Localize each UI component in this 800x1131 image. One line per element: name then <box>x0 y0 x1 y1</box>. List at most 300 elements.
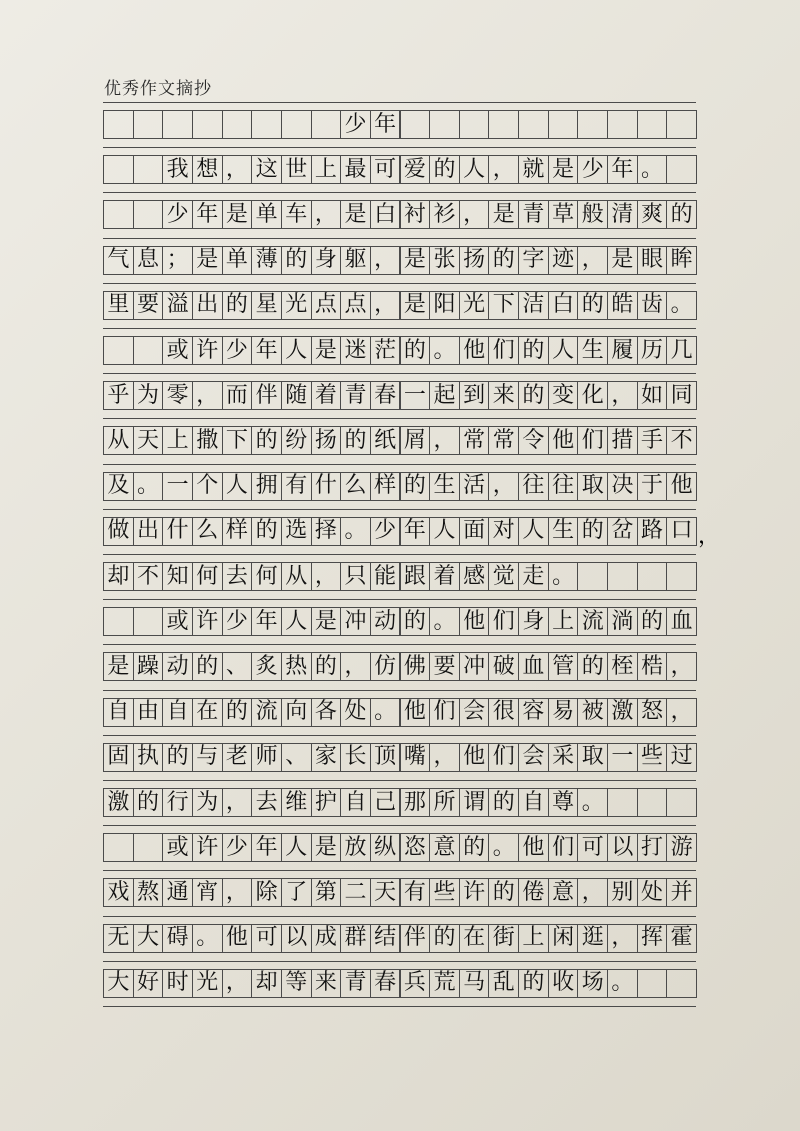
grid-cell: 街 <box>488 924 519 953</box>
grid-cell: 年 <box>400 517 431 546</box>
grid-cell: ， <box>666 652 697 681</box>
grid-cell: 的 <box>577 652 608 681</box>
grid-cell: 的 <box>429 924 460 953</box>
grid-cell <box>103 200 134 229</box>
grid-cell: 处 <box>637 878 668 907</box>
grid-cell: ； <box>162 246 193 275</box>
grid-cell: 伴 <box>400 924 431 953</box>
grid-cell: 往 <box>518 472 549 501</box>
grid-cell: 大 <box>133 924 164 953</box>
grid-cell: 想 <box>192 155 223 184</box>
grid-cell: 最 <box>340 155 371 184</box>
grid-cell <box>637 110 668 139</box>
grid-cell: 样 <box>370 472 401 501</box>
grid-cell: 光 <box>192 969 223 998</box>
grid-cell: 年 <box>607 155 638 184</box>
grid-cell: 通 <box>162 878 193 907</box>
grid-cell: 容 <box>518 698 549 727</box>
grid-cell <box>133 200 164 229</box>
grid-cell: 少 <box>577 155 608 184</box>
grid-cell: 及 <box>103 472 134 501</box>
grid-cell: ， <box>311 562 342 591</box>
grid-cell: 什 <box>311 472 342 501</box>
grid-cell <box>637 969 668 998</box>
grid-cell: 护 <box>311 788 342 817</box>
grid-cell: 措 <box>607 426 638 455</box>
grid-cell: 出 <box>133 517 164 546</box>
grid-cell: 么 <box>340 472 371 501</box>
grid-row <box>103 246 696 275</box>
grid-cell <box>459 110 490 139</box>
grid-cell: 在 <box>192 698 223 727</box>
grid-cell: 世 <box>281 155 312 184</box>
grid-cell: 人 <box>429 517 460 546</box>
grid-cell: 或 <box>162 833 193 862</box>
grid-cell: 躁 <box>133 652 164 681</box>
grid-cell: 样 <box>222 517 253 546</box>
grid-cell <box>103 155 134 184</box>
grid-cell: 衫 <box>429 200 460 229</box>
ruled-line <box>103 780 696 781</box>
grid-cell: 要 <box>429 652 460 681</box>
grid-cell: 的 <box>162 743 193 772</box>
grid-cell: 们 <box>577 426 608 455</box>
grid-cell: ， <box>222 969 253 998</box>
grid-cell: 等 <box>281 969 312 998</box>
grid-cell: ， <box>607 924 638 953</box>
grid-cell: 在 <box>459 924 490 953</box>
grid-cell <box>222 110 253 139</box>
grid-cell: 自 <box>162 698 193 727</box>
grid-cell: 薄 <box>251 246 282 275</box>
grid-cell: 、 <box>222 652 253 681</box>
grid-cell: 却 <box>103 562 134 591</box>
grid-cell: 字 <box>518 246 549 275</box>
grid-cell: 眸 <box>666 246 697 275</box>
grid-cell <box>666 562 697 591</box>
grid-cell: 、 <box>281 743 312 772</box>
grid-cell: 爽 <box>637 200 668 229</box>
grid-cell: 年 <box>251 607 282 636</box>
grid-cell: 知 <box>162 562 193 591</box>
grid-cell: 扬 <box>459 246 490 275</box>
grid-cell: 好 <box>133 969 164 998</box>
grid-cell: 他 <box>518 833 549 862</box>
grid-cell: ， <box>666 698 697 727</box>
grid-cell: 年 <box>251 336 282 365</box>
grid-cell: 流 <box>251 698 282 727</box>
grid-cell: ， <box>370 246 401 275</box>
grid-cell: 能 <box>370 562 401 591</box>
grid-cell: 是 <box>548 155 579 184</box>
grid-cell: 。 <box>429 607 460 636</box>
grid-cell: 是 <box>222 200 253 229</box>
grid-cell: 生 <box>429 472 460 501</box>
grid-cell: 人 <box>281 833 312 862</box>
header-label: 优秀作文摘抄 <box>104 79 212 99</box>
grid-cell: 茫 <box>370 336 401 365</box>
grid-cell <box>518 110 549 139</box>
grid-cell: 。 <box>133 472 164 501</box>
grid-cell: 他 <box>400 698 431 727</box>
grid-cell: 青 <box>340 381 371 410</box>
grid-row <box>103 562 696 591</box>
grid-row <box>103 743 696 772</box>
grid-cell: 他 <box>666 472 697 501</box>
ruled-line <box>103 238 696 239</box>
grid-cell: 己 <box>370 788 401 817</box>
grid-cell: 着 <box>429 562 460 591</box>
grid-cell: ， <box>459 200 490 229</box>
grid-cell: 取 <box>577 472 608 501</box>
grid-row <box>103 200 696 229</box>
grid-cell: 跟 <box>400 562 431 591</box>
grid-cell: ， <box>222 788 253 817</box>
grid-cell: 少 <box>222 336 253 365</box>
grid-cell: 尊 <box>548 788 579 817</box>
grid-cell: 以 <box>281 924 312 953</box>
grid-cell: 嘴 <box>400 743 431 772</box>
grid-cell: 一 <box>607 743 638 772</box>
grid-cell: 自 <box>340 788 371 817</box>
grid-cell: 自 <box>518 788 549 817</box>
grid-cell: 并 <box>666 878 697 907</box>
grid-cell: 的 <box>518 381 549 410</box>
grid-cell: 冲 <box>340 607 371 636</box>
grid-cell: 闲 <box>548 924 579 953</box>
grid-cell: 要 <box>133 291 164 320</box>
grid-cell: ， <box>192 381 223 410</box>
grid-cell: 不 <box>133 562 164 591</box>
grid-cell: 。 <box>577 788 608 817</box>
grid-row <box>103 155 696 184</box>
grid-cell: 可 <box>251 924 282 953</box>
grid-cell: 为 <box>192 788 223 817</box>
grid-cell: 。 <box>607 969 638 998</box>
grid-cell: 光 <box>281 291 312 320</box>
grid-cell: 息 <box>133 246 164 275</box>
grid-cell: 令 <box>518 426 549 455</box>
grid-cell: 他 <box>459 607 490 636</box>
grid-cell: 们 <box>429 698 460 727</box>
grid-cell: 易 <box>548 698 579 727</box>
grid-cell <box>133 336 164 365</box>
grid-cell: 撒 <box>192 426 223 455</box>
grid-cell: 许 <box>459 878 490 907</box>
grid-cell: 少 <box>222 833 253 862</box>
grid-cell: 维 <box>281 788 312 817</box>
grid-cell: 处 <box>340 698 371 727</box>
grid-cell: 他 <box>459 743 490 772</box>
ruled-line <box>103 825 696 826</box>
grid-cell: 口 <box>666 517 697 546</box>
grid-cell: 成 <box>311 924 342 953</box>
grid-cell: 从 <box>281 562 312 591</box>
grid-cell: 纵 <box>370 833 401 862</box>
grid-cell: 白 <box>370 200 401 229</box>
grid-cell: 许 <box>192 336 223 365</box>
grid-cell <box>666 969 697 998</box>
grid-cell: 们 <box>488 607 519 636</box>
grid-cell: 纷 <box>281 426 312 455</box>
grid-cell: 眼 <box>637 246 668 275</box>
grid-row <box>103 607 696 636</box>
ruled-line <box>103 373 696 374</box>
grid-cell: 意 <box>429 833 460 862</box>
grid-cell: 谓 <box>459 788 490 817</box>
grid-cell: 出 <box>192 291 223 320</box>
grid-cell: 路 <box>637 517 668 546</box>
grid-cell: 是 <box>311 833 342 862</box>
grid-cell: ， <box>340 652 371 681</box>
grid-cell <box>666 110 697 139</box>
grid-cell <box>133 833 164 862</box>
grid-cell: 身 <box>518 607 549 636</box>
ruled-line <box>103 1006 696 1007</box>
grid-cell: 人 <box>548 336 579 365</box>
grid-cell: 个 <box>192 472 223 501</box>
grid-cell: 取 <box>577 743 608 772</box>
grid-cell: 很 <box>488 698 519 727</box>
grid-cell <box>103 607 134 636</box>
grid-row <box>103 878 696 907</box>
grid-cell: 血 <box>666 607 697 636</box>
grid-cell: 执 <box>133 743 164 772</box>
grid-cell: 生 <box>577 336 608 365</box>
grid-cell: 于 <box>637 472 668 501</box>
grid-cell: 二 <box>340 878 371 907</box>
grid-cell: 春 <box>370 381 401 410</box>
grid-cell: 第 <box>311 878 342 907</box>
grid-cell <box>133 110 164 139</box>
grid-cell: 履 <box>607 336 638 365</box>
grid-cell: 的 <box>518 336 549 365</box>
grid-cell: 马 <box>459 969 490 998</box>
grid-cell: 点 <box>340 291 371 320</box>
grid-row <box>103 924 696 953</box>
grid-cell: 破 <box>488 652 519 681</box>
grid-cell <box>607 788 638 817</box>
grid-cell: 变 <box>548 381 579 410</box>
grid-cell: 是 <box>340 200 371 229</box>
ruled-line <box>103 509 696 510</box>
grid-cell: 师 <box>251 743 282 772</box>
ruled-line <box>103 147 696 148</box>
grid-cell: 的 <box>577 291 608 320</box>
grid-cell: 群 <box>340 924 371 953</box>
grid-cell: 。 <box>192 924 223 953</box>
grid-cell: 。 <box>370 698 401 727</box>
grid-cell: 场 <box>577 969 608 998</box>
grid-cell: 躯 <box>340 246 371 275</box>
grid-cell: 人 <box>518 517 549 546</box>
grid-cell: 决 <box>607 472 638 501</box>
grid-cell: 点 <box>311 291 342 320</box>
grid-cell: 各 <box>311 698 342 727</box>
grid-cell: 走 <box>518 562 549 591</box>
grid-cell: 对 <box>488 517 519 546</box>
ruled-line <box>103 328 696 329</box>
grid-cell: 无 <box>103 924 134 953</box>
grid-cell: 化 <box>577 381 608 410</box>
grid-cell: 随 <box>281 381 312 410</box>
grid-row <box>103 969 696 998</box>
ruled-line <box>103 644 696 645</box>
grid-cell: 纸 <box>370 426 401 455</box>
grid-cell: 是 <box>103 652 134 681</box>
ruled-line <box>103 916 696 917</box>
grid-cell <box>607 110 638 139</box>
grid-cell: 皓 <box>607 291 638 320</box>
grid-cell: ， <box>311 200 342 229</box>
grid-cell: 许 <box>192 607 223 636</box>
grid-cell: 的 <box>400 607 431 636</box>
grid-cell: 乱 <box>488 969 519 998</box>
grid-cell: ， <box>429 426 460 455</box>
grid-cell: 恣 <box>400 833 431 862</box>
grid-cell: 草 <box>548 200 579 229</box>
ruled-line <box>103 554 696 555</box>
grid-cell <box>103 110 134 139</box>
grid-cell: ， <box>222 155 253 184</box>
grid-cell: 。 <box>340 517 371 546</box>
grid-cell: 的 <box>251 517 282 546</box>
grid-cell: 逛 <box>577 924 608 953</box>
grid-row <box>103 472 696 501</box>
grid-cell: 戏 <box>103 878 134 907</box>
grid-cell <box>637 562 668 591</box>
grid-cell: 。 <box>666 291 697 320</box>
grid-cell: 冲 <box>459 652 490 681</box>
grid-cell: 游 <box>666 833 697 862</box>
ruled-line <box>103 192 696 193</box>
grid-cell <box>666 788 697 817</box>
grid-cell: 的 <box>133 788 164 817</box>
grid-cell: 却 <box>251 969 282 998</box>
grid-cell: 桎 <box>607 652 638 681</box>
grid-cell: 身 <box>311 246 342 275</box>
grid-cell: 上 <box>518 924 549 953</box>
grid-cell: 家 <box>311 743 342 772</box>
grid-cell: 的 <box>222 291 253 320</box>
grid-cell <box>133 607 164 636</box>
grid-cell: 是 <box>311 336 342 365</box>
grid-cell: 伴 <box>251 381 282 410</box>
grid-cell: 零 <box>162 381 193 410</box>
grid-cell: 选 <box>281 517 312 546</box>
grid-cell: 上 <box>548 607 579 636</box>
grid-cell: 可 <box>577 833 608 862</box>
ruled-line <box>103 102 696 103</box>
overflow-punctuation: ， <box>698 523 721 549</box>
grid-cell: 为 <box>133 381 164 410</box>
grid-cell: 般 <box>577 200 608 229</box>
grid-cell: 霍 <box>666 924 697 953</box>
grid-cell: 活 <box>459 472 490 501</box>
grid-cell: 何 <box>251 562 282 591</box>
grid-cell: 一 <box>162 472 193 501</box>
grid-cell: 是 <box>400 246 431 275</box>
grid-cell: 意 <box>548 878 579 907</box>
grid-cell: 自 <box>103 698 134 727</box>
grid-cell: 除 <box>251 878 282 907</box>
grid-cell: 他 <box>548 426 579 455</box>
grid-cell: 去 <box>222 562 253 591</box>
grid-cell: 动 <box>370 607 401 636</box>
grid-cell: 们 <box>488 336 519 365</box>
grid-cell: 血 <box>518 652 549 681</box>
grid-cell: 上 <box>311 155 342 184</box>
ruled-line <box>103 735 696 736</box>
grid-cell: 拥 <box>251 472 282 501</box>
grid-cell: 的 <box>429 155 460 184</box>
grid-cell: 顶 <box>370 743 401 772</box>
grid-row <box>103 788 696 817</box>
grid-cell: ， <box>488 472 519 501</box>
grid-cell: 只 <box>340 562 371 591</box>
grid-cell: 么 <box>192 517 223 546</box>
grid-cell: 长 <box>340 743 371 772</box>
grid-cell: 打 <box>637 833 668 862</box>
grid-row <box>103 381 696 410</box>
grid-cell: 可 <box>370 155 401 184</box>
grid-cell: ， <box>370 291 401 320</box>
grid-cell: 就 <box>518 155 549 184</box>
grid-cell: 春 <box>370 969 401 998</box>
grid-row <box>103 110 696 139</box>
grid-cell: 仿 <box>370 652 401 681</box>
grid-cell: 同 <box>666 381 697 410</box>
grid-cell: 人 <box>281 607 312 636</box>
grid-cell: 什 <box>162 517 193 546</box>
grid-cell: 几 <box>666 336 697 365</box>
grid-cell: 齿 <box>637 291 668 320</box>
grid-cell: 的 <box>192 652 223 681</box>
grid-cell <box>311 110 342 139</box>
grid-cell: 的 <box>281 246 312 275</box>
grid-cell: 衬 <box>400 200 431 229</box>
grid-cell: 行 <box>162 788 193 817</box>
grid-cell: 向 <box>281 698 312 727</box>
grid-cell: 面 <box>459 517 490 546</box>
grid-cell <box>577 110 608 139</box>
ruled-line <box>103 283 696 284</box>
grid-cell: 的 <box>488 878 519 907</box>
grid-cell: 的 <box>311 652 342 681</box>
grid-cell: 天 <box>133 426 164 455</box>
grid-cell: 少 <box>222 607 253 636</box>
grid-cell <box>548 110 579 139</box>
grid-cell: 下 <box>488 291 519 320</box>
grid-cell: ， <box>607 381 638 410</box>
grid-cell <box>162 110 193 139</box>
grid-cell: 过 <box>666 743 697 772</box>
grid-cell: 梏 <box>637 652 668 681</box>
grid-cell: 的 <box>400 336 431 365</box>
grid-cell: 大 <box>103 969 134 998</box>
grid-cell: 去 <box>251 788 282 817</box>
grid-cell: 有 <box>400 878 431 907</box>
grid-cell: 年 <box>192 200 223 229</box>
grid-cell: 由 <box>133 698 164 727</box>
grid-cell: 了 <box>281 878 312 907</box>
grid-cell: 采 <box>548 743 579 772</box>
grid-cell: 熬 <box>133 878 164 907</box>
ruled-line <box>103 690 696 691</box>
grid-cell: 是 <box>192 246 223 275</box>
grid-cell: 以 <box>607 833 638 862</box>
grid-cell: 迹 <box>548 246 579 275</box>
